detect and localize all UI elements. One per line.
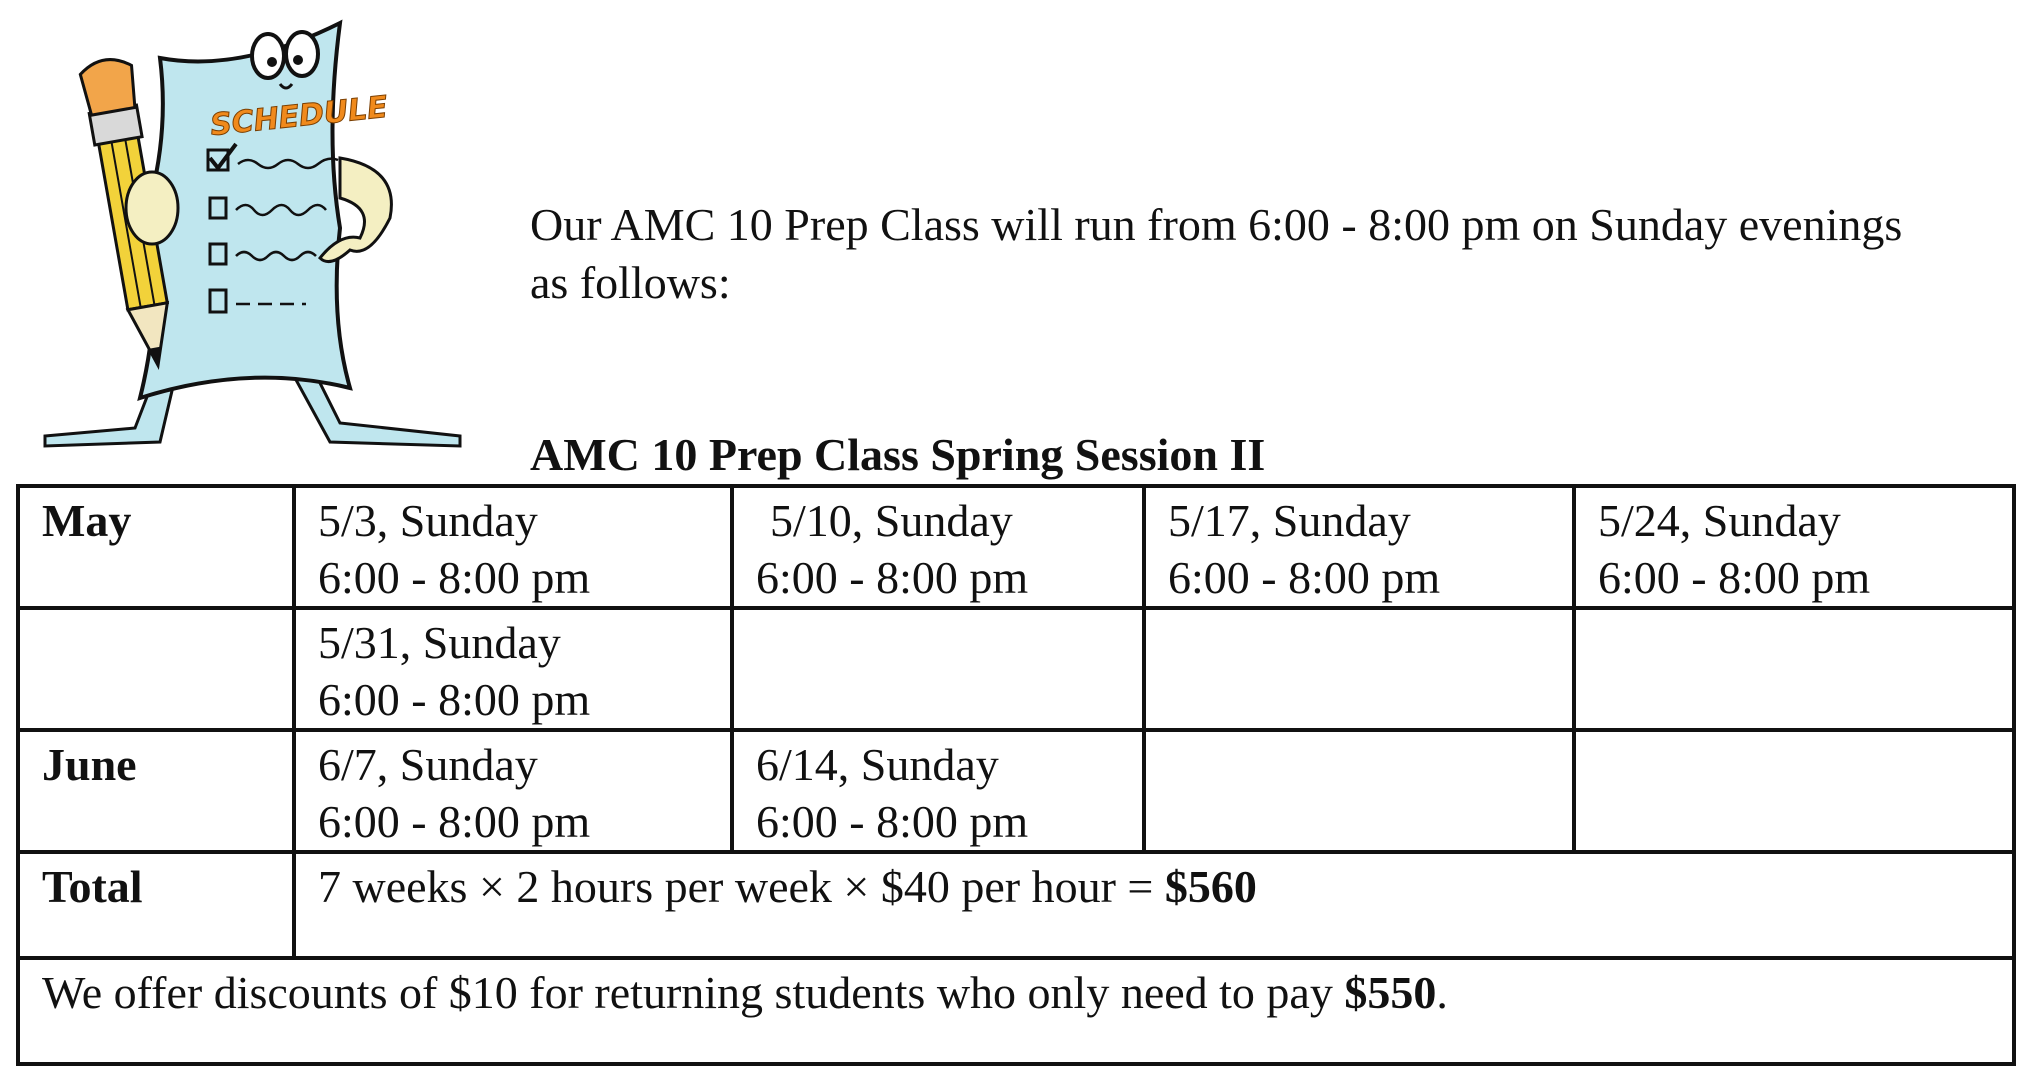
empty-cell <box>732 608 1144 730</box>
session-date: 5/3, Sunday <box>318 495 538 546</box>
discount-suffix: . <box>1436 967 1448 1018</box>
month-label: June <box>42 739 137 790</box>
session-date: 5/24, Sunday <box>1598 495 1841 546</box>
session-cell <box>294 730 732 852</box>
discount-amount: $550 <box>1344 967 1437 1018</box>
table-row-may-continued <box>18 608 2014 730</box>
discount-cell <box>18 958 2014 1064</box>
session-cell <box>1574 486 2014 608</box>
session-date: 5/31, Sunday <box>318 617 561 668</box>
schedule-mascot-icon <box>40 18 490 458</box>
session-title: AMC 10 Prep Class Spring Session II <box>530 429 1266 480</box>
month-cell <box>18 730 294 852</box>
intro-paragraph: Our AMC 10 Prep Class will run from 6:00 - 8:00 pm on Sunday evenings as follows: <box>530 199 1903 308</box>
schedule-table <box>16 484 2016 1066</box>
session-cell <box>732 730 1144 852</box>
session-time: 6:00 - 8:00 pm <box>756 796 1029 847</box>
empty-cell <box>1574 608 2014 730</box>
session-time: 6:00 - 8:00 pm <box>318 674 591 725</box>
month-cell <box>18 608 294 730</box>
empty-cell <box>1144 730 1574 852</box>
session-time: 6:00 - 8:00 pm <box>318 796 591 847</box>
table-row-discount <box>18 958 2014 1064</box>
session-time: 6:00 - 8:00 pm <box>756 552 1029 603</box>
session-cell <box>294 608 732 730</box>
table-row-total <box>18 852 2014 958</box>
total-amount: $560 <box>1164 861 1257 912</box>
session-date: 5/10, Sunday <box>770 495 1013 546</box>
session-cell <box>294 486 732 608</box>
session-cell <box>732 486 1144 608</box>
total-formula: 7 weeks × 2 hours per week × $40 per hour = <box>318 861 1165 912</box>
month-label: May <box>42 495 132 546</box>
svg-text:SCHEDULE: SCHEDULE <box>208 89 390 144</box>
session-time: 6:00 - 8:00 pm <box>1598 552 1871 603</box>
total-label: Total <box>42 861 143 912</box>
empty-cell <box>1574 730 2014 852</box>
session-cell <box>1144 486 1574 608</box>
month-cell <box>18 486 294 608</box>
session-time: 6:00 - 8:00 pm <box>318 552 591 603</box>
session-date: 6/14, Sunday <box>756 739 999 790</box>
table-row-june <box>18 730 2014 852</box>
total-label-cell <box>18 852 294 958</box>
table-row-may <box>18 486 2014 608</box>
discount-text: We offer discounts of $10 for returning students who only need to pay <box>42 967 1345 1018</box>
empty-cell <box>1144 608 1574 730</box>
total-formula-cell <box>294 852 2014 958</box>
session-date: 5/17, Sunday <box>1168 495 1411 546</box>
session-date: 6/7, Sunday <box>318 739 538 790</box>
session-time: 6:00 - 8:00 pm <box>1168 552 1441 603</box>
